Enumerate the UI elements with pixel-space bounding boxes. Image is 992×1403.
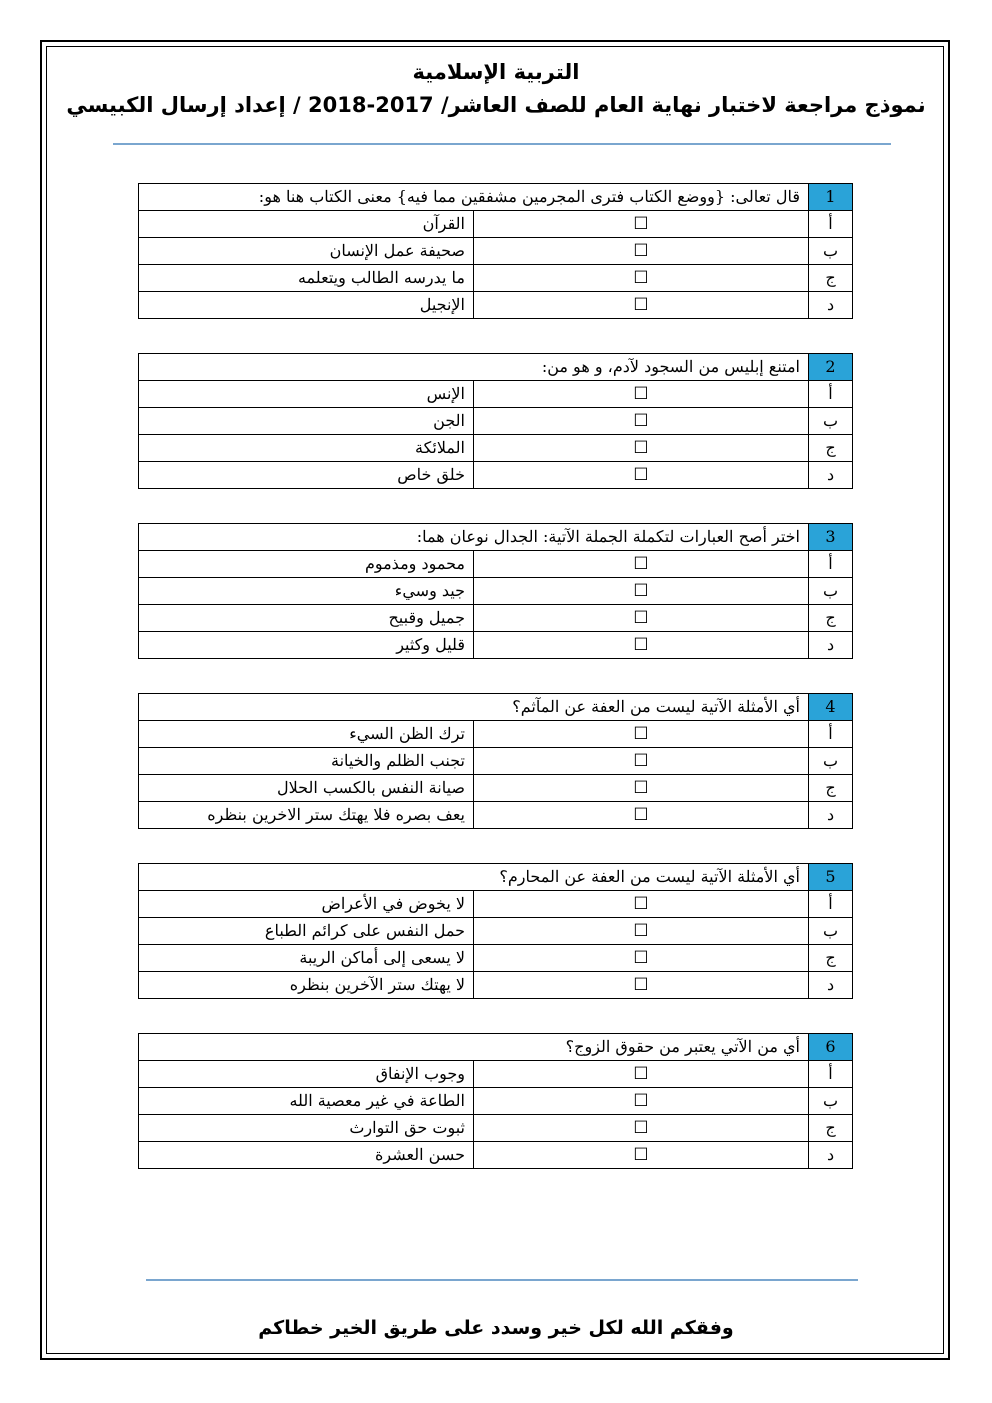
option-letter: ب [809, 918, 853, 945]
option-row [139, 1088, 853, 1115]
option-checkbox[interactable]: ☐ [474, 578, 809, 605]
option-letter: ج [809, 435, 853, 462]
question-text: أي الأمثلة الآتية ليست من العفة عن المآثم؟ [139, 694, 809, 721]
option-row [139, 1142, 853, 1169]
option-row [139, 632, 853, 659]
option-text: يعف بصره فلا يهتك ستر الاخرين بنظره [139, 802, 474, 829]
option-row [139, 918, 853, 945]
option-text: الإنجيل [139, 292, 474, 319]
option-checkbox[interactable]: ☐ [474, 265, 809, 292]
option-text: وجوب الإنفاق [139, 1061, 474, 1088]
option-letter: ج [809, 775, 853, 802]
question-text: اختر أصح العبارات لتكملة الجملة الآتية: الجدال نوعان هما: [139, 524, 809, 551]
option-checkbox[interactable]: ☐ [474, 802, 809, 829]
question-number: 5 [809, 864, 853, 891]
question-number: 6 [809, 1034, 853, 1061]
option-row [139, 1061, 853, 1088]
option-text: الملائكة [139, 435, 474, 462]
option-text: حمل النفس على كرائم الطباع [139, 918, 474, 945]
option-checkbox[interactable]: ☐ [474, 972, 809, 999]
option-text: تجنب الظلم والخيانة [139, 748, 474, 775]
option-text: ما يدرسه الطالب ويتعلمه [139, 265, 474, 292]
option-checkbox[interactable]: ☐ [474, 605, 809, 632]
option-letter: د [809, 292, 853, 319]
option-letter: ب [809, 408, 853, 435]
question-row [139, 524, 853, 551]
question-table [138, 1033, 853, 1169]
option-checkbox[interactable]: ☐ [474, 462, 809, 489]
header-divider [113, 143, 891, 145]
option-text: الجن [139, 408, 474, 435]
exam-subtitle: نموذج مراجعة لاختبار نهاية العام للصف العاشر/ 2017-2018 / إعداد إرسال الكبيسي [66, 93, 926, 117]
option-letter: أ [809, 211, 853, 238]
option-checkbox[interactable]: ☐ [474, 1142, 809, 1169]
option-letter: د [809, 1142, 853, 1169]
option-letter: أ [809, 891, 853, 918]
footer-message: وفقكم الله لكل خير وسدد على طريق الخير خطاكم [258, 1317, 734, 1339]
question-text: امتنع إبليس من السجود لآدم، و هو من: [139, 354, 809, 381]
option-checkbox[interactable]: ☐ [474, 1088, 809, 1115]
option-row [139, 381, 853, 408]
option-checkbox[interactable]: ☐ [474, 381, 809, 408]
option-letter: أ [809, 721, 853, 748]
question-table [138, 863, 853, 999]
option-letter: ب [809, 578, 853, 605]
question-text: أي الأمثلة الآتية ليست من العفة عن المحارم؟ [139, 864, 809, 891]
option-letter: ج [809, 605, 853, 632]
question-row [139, 1034, 853, 1061]
option-text: القرآن [139, 211, 474, 238]
footer-divider [146, 1279, 858, 1281]
option-letter: أ [809, 1061, 853, 1088]
option-text: الطاعة في غير معصية الله [139, 1088, 474, 1115]
option-row [139, 1115, 853, 1142]
option-text: صحيفة عمل الإنسان [139, 238, 474, 265]
option-row [139, 211, 853, 238]
option-checkbox[interactable]: ☐ [474, 945, 809, 972]
option-text: ترك الظن السيء [139, 721, 474, 748]
question-table [138, 183, 853, 319]
option-checkbox[interactable]: ☐ [474, 918, 809, 945]
option-row [139, 891, 853, 918]
option-checkbox[interactable]: ☐ [474, 775, 809, 802]
question-number: 4 [809, 694, 853, 721]
option-text: صيانة النفس بالكسب الحلال [139, 775, 474, 802]
option-text: محمود ومذموم [139, 551, 474, 578]
option-letter: أ [809, 381, 853, 408]
question-table [138, 353, 853, 489]
option-checkbox[interactable]: ☐ [474, 721, 809, 748]
option-row [139, 775, 853, 802]
question-table [138, 523, 853, 659]
option-text: ثبوت حق التوارث [139, 1115, 474, 1142]
option-checkbox[interactable]: ☐ [474, 292, 809, 319]
option-text: خلق خاص [139, 462, 474, 489]
option-text: جميل وقبيح [139, 605, 474, 632]
option-letter: ب [809, 748, 853, 775]
option-row [139, 435, 853, 462]
option-row [139, 605, 853, 632]
option-letter: أ [809, 551, 853, 578]
option-letter: ج [809, 265, 853, 292]
option-row [139, 748, 853, 775]
option-checkbox[interactable]: ☐ [474, 408, 809, 435]
question-row [139, 354, 853, 381]
option-row [139, 265, 853, 292]
option-letter: ب [809, 238, 853, 265]
option-letter: د [809, 462, 853, 489]
question-number: 2 [809, 354, 853, 381]
option-letter: ج [809, 1115, 853, 1142]
option-letter: ج [809, 945, 853, 972]
option-row [139, 292, 853, 319]
question-row [139, 864, 853, 891]
option-row [139, 551, 853, 578]
option-checkbox[interactable]: ☐ [474, 238, 809, 265]
option-text: لا يهتك ستر الآخرين بنظره [139, 972, 474, 999]
question-text: أي من الآتي يعتبر من حقوق الزوج؟ [139, 1034, 809, 1061]
option-checkbox[interactable]: ☐ [474, 891, 809, 918]
question-text: قال تعالى: {ووضع الكتاب فترى المجرمين مشفقين مما فيه} معنى الكتاب هنا هو: [139, 184, 809, 211]
option-text: لا يسعى إلى أماكن الريبة [139, 945, 474, 972]
subject-title: التربية الإسلامية [412, 60, 580, 84]
option-letter: د [809, 802, 853, 829]
option-checkbox[interactable]: ☐ [474, 748, 809, 775]
option-checkbox[interactable]: ☐ [474, 435, 809, 462]
option-letter: د [809, 632, 853, 659]
option-row [139, 462, 853, 489]
option-row [139, 972, 853, 999]
option-text: قليل وكثير [139, 632, 474, 659]
option-row [139, 945, 853, 972]
option-letter: ب [809, 1088, 853, 1115]
option-checkbox[interactable]: ☐ [474, 1115, 809, 1142]
option-text: حسن العشرة [139, 1142, 474, 1169]
option-row [139, 802, 853, 829]
option-letter: د [809, 972, 853, 999]
question-row [139, 694, 853, 721]
question-table [138, 693, 853, 829]
option-checkbox[interactable]: ☐ [474, 632, 809, 659]
question-number: 3 [809, 524, 853, 551]
option-row [139, 578, 853, 605]
option-text: جيد وسيء [139, 578, 474, 605]
option-text: لا يخوض في الأعراض [139, 891, 474, 918]
question-row [139, 184, 853, 211]
option-row [139, 408, 853, 435]
option-row [139, 721, 853, 748]
option-text: الإنس [139, 381, 474, 408]
option-checkbox[interactable]: ☐ [474, 211, 809, 238]
option-checkbox[interactable]: ☐ [474, 1061, 809, 1088]
question-number: 1 [809, 184, 853, 211]
option-checkbox[interactable]: ☐ [474, 551, 809, 578]
option-row [139, 238, 853, 265]
